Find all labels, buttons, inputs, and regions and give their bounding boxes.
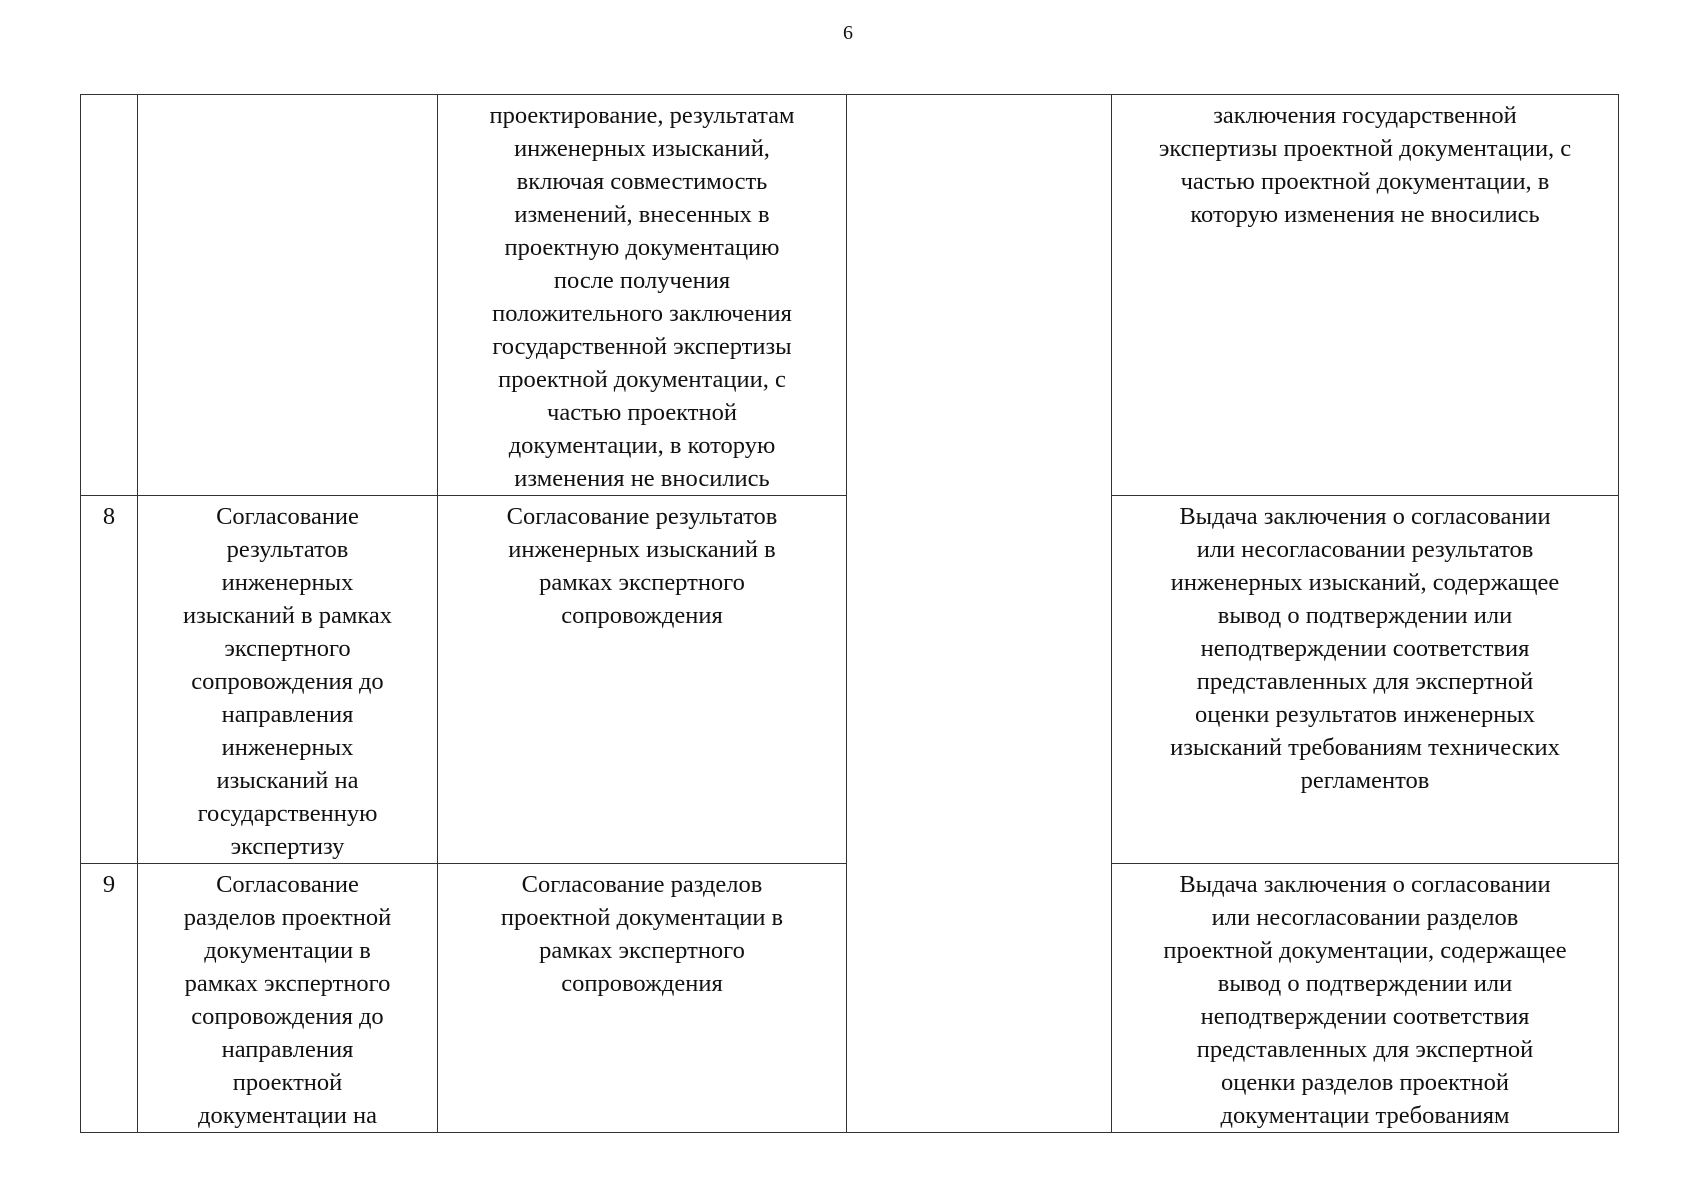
stage-result-cell: заключения государственной экспертизы проектной документации, с частью проектной документации, в которую изменения не вносились (1112, 95, 1619, 496)
page-number: 6 (843, 22, 853, 44)
stage-name-cell: Согласование разделов проектной документации в рамках экспертного сопровождения до направления проектной документации на (138, 864, 438, 1133)
stage-result-cell: Выдача заключения о согласовании или несогласовании разделов проектной документации, содержащее вывод о подтверждении или неподтверждении соответствия представленных для экспертной оценки разделов проектной документации требованиям (1112, 864, 1619, 1133)
stage-description-cell: проектирование, результатам инженерных изысканий, включая совместимость изменений, внесенных в проектную документацию после получения положительного заключения государственной экспертизы проектной документации, с частью проектной документации, в которую изменения не вносились (438, 95, 847, 496)
stage-name-cell (138, 95, 438, 496)
row-number-cell: 8 (81, 496, 138, 864)
stage-name-cell: Согласование результатов инженерных изысканий в рамках экспертного сопровождения до направления инженерных изысканий на государственную экспертизу (138, 496, 438, 864)
stage-description-cell: Согласование результатов инженерных изысканий в рамках экспертного сопровождения (438, 496, 847, 864)
stage-description-cell: Согласование разделов проектной документации в рамках экспертного сопровождения (438, 864, 847, 1133)
row-number-cell (81, 95, 138, 496)
table-row (81, 95, 1619, 496)
procedure-table (80, 94, 1619, 1133)
stage-result-cell: Выдача заключения о согласовании или несогласовании результатов инженерных изысканий, содержащее вывод о подтверждении или неподтверждении соответствия представленных для экспертной оценки результатов инженерных изысканий требованиям технических регламентов (1112, 496, 1619, 864)
merged-empty-cell (847, 95, 1112, 1133)
row-number-cell: 9 (81, 864, 138, 1133)
